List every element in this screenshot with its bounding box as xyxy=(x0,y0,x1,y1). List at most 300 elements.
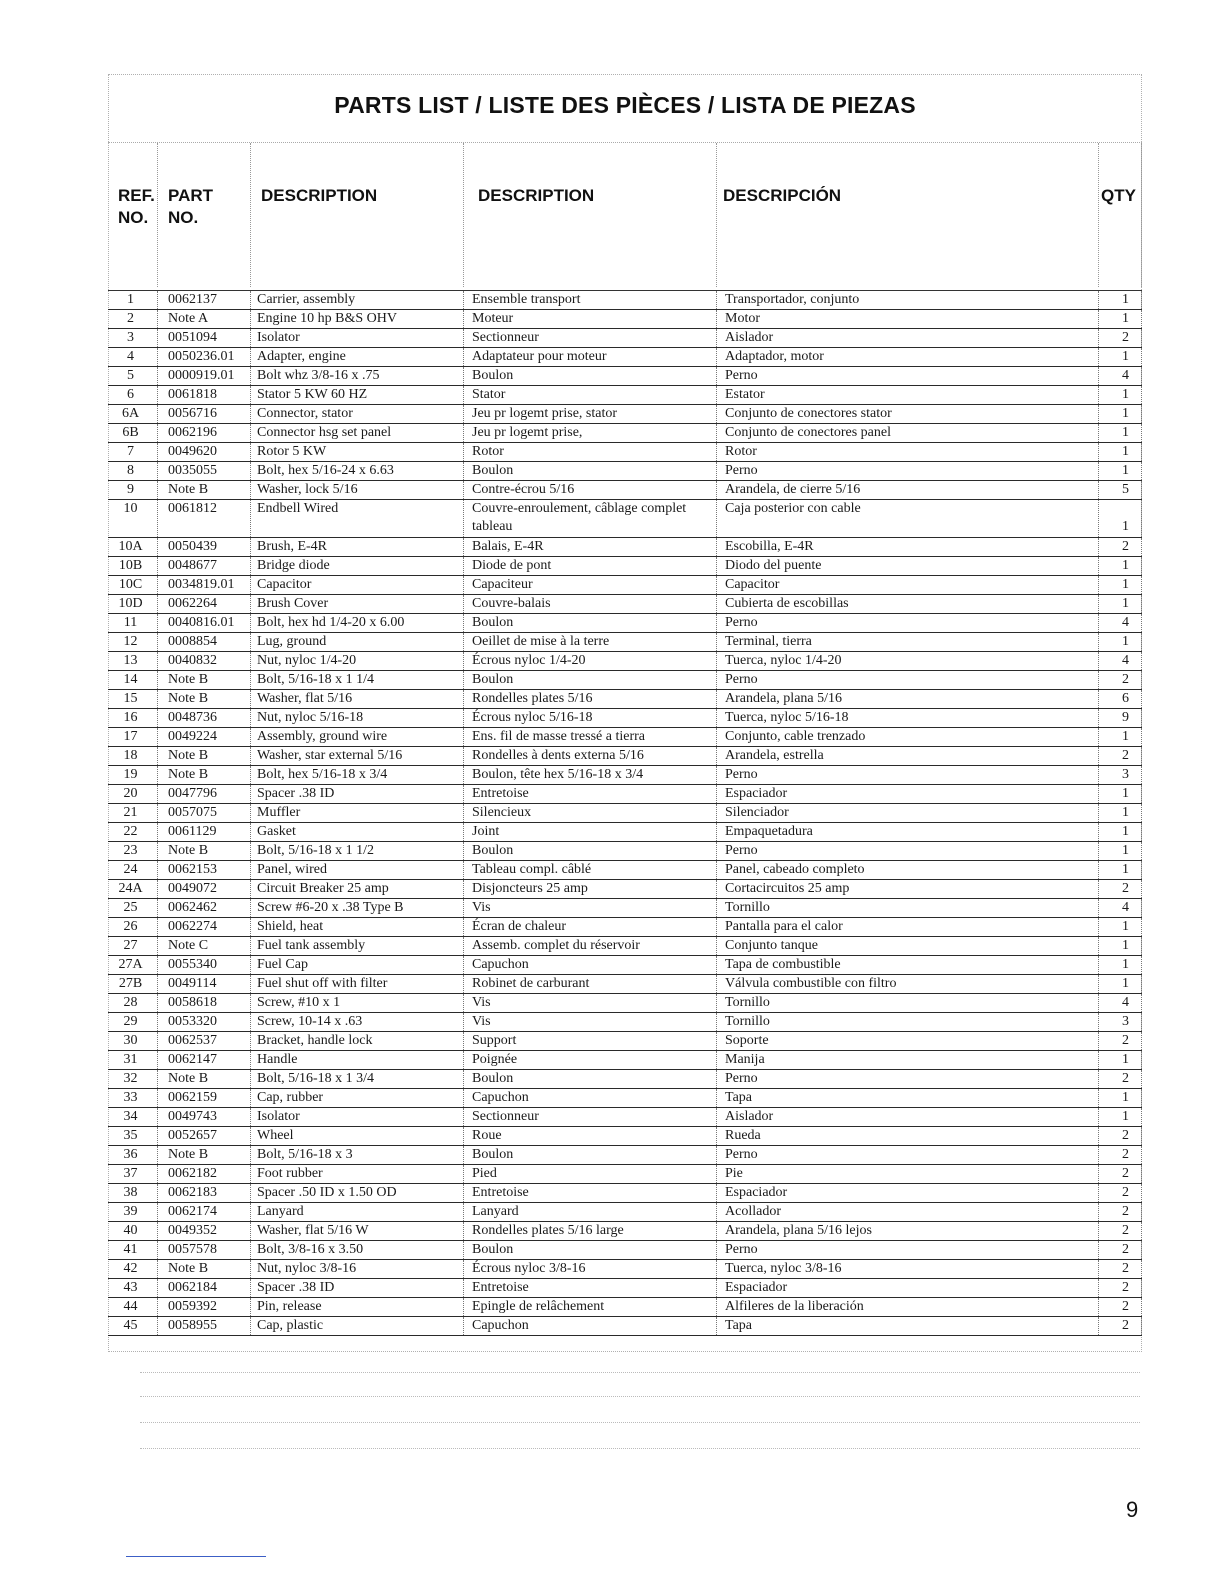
description-fr-cell: Rondelles plates 5/16 large xyxy=(464,1222,717,1240)
description-fr-cell: Assemb. complet du réservoir xyxy=(464,937,717,955)
description-es-cell: Espaciador xyxy=(717,1184,1099,1202)
description-fr-text: Couvre-enroulement, câblage complet tableau xyxy=(472,501,687,534)
qty-cell: 1 xyxy=(1099,500,1142,537)
description-fr-cell: Boulon xyxy=(464,1146,717,1164)
qty-cell: 2 xyxy=(1099,1070,1142,1088)
qty-cell: 2 xyxy=(1099,1165,1142,1183)
description-fr-cell: Écrous nyloc 1/4-20 xyxy=(464,652,717,670)
description-en-cell: Handle xyxy=(251,1051,464,1069)
part-no-cell: 0040816.01 xyxy=(158,614,251,632)
description-fr-cell: Silencieux xyxy=(464,804,717,822)
ref-no-cell: 6 xyxy=(108,386,158,404)
description-es-cell: Caja posterior con cable xyxy=(717,500,1099,537)
part-no-cell: 0050439 xyxy=(158,538,251,556)
part-no-cell: Note A xyxy=(158,310,251,328)
description-en-cell: Screw, 10-14 x .63 xyxy=(251,1013,464,1031)
description-es-cell: Conjunto de conectores panel xyxy=(717,424,1099,442)
description-es-cell: Silenciador xyxy=(717,804,1099,822)
ref-no-cell: 34 xyxy=(108,1108,158,1126)
table-row xyxy=(108,367,1142,386)
part-no-cell: 0047796 xyxy=(158,785,251,803)
description-es-cell: Capacitor xyxy=(717,576,1099,594)
qty-cell: 2 xyxy=(1099,538,1142,556)
description-es-cell: Tornillo xyxy=(717,899,1099,917)
ref-no-cell: 15 xyxy=(108,690,158,708)
qty-cell: 1 xyxy=(1099,937,1142,955)
description-es-cell: Perno xyxy=(717,1070,1099,1088)
description-fr-cell: Rondelles plates 5/16 xyxy=(464,690,717,708)
description-fr-cell: Oeillet de mise à la terre xyxy=(464,633,717,651)
ref-no-cell: 13 xyxy=(108,652,158,670)
part-no-cell: 0056716 xyxy=(158,405,251,423)
description-es-cell: Conjunto de conectores stator xyxy=(717,405,1099,423)
part-no-cell: Note B xyxy=(158,1070,251,1088)
description-en-cell: Lug, ground xyxy=(251,633,464,651)
description-en-cell: Bolt, 5/16-18 x 3 xyxy=(251,1146,464,1164)
ref-no-cell: 31 xyxy=(108,1051,158,1069)
description-fr-cell: Écrous nyloc 5/16-18 xyxy=(464,709,717,727)
qty-cell: 2 xyxy=(1099,1298,1142,1316)
description-en-cell: Washer, lock 5/16 xyxy=(251,481,464,499)
qty-cell: 4 xyxy=(1099,899,1142,917)
description-fr-cell: Écrous nyloc 3/8-16 xyxy=(464,1260,717,1278)
ref-no-cell: 27A xyxy=(108,956,158,974)
description-es-cell: Perno xyxy=(717,367,1099,385)
table-row xyxy=(108,1203,1142,1222)
description-es-cell: Acollador xyxy=(717,1203,1099,1221)
table-row xyxy=(108,291,1142,310)
table-row xyxy=(108,1260,1142,1279)
header-description-es: DESCRIPCIÓN xyxy=(717,143,1099,287)
table-row xyxy=(108,937,1142,956)
description-en-cell: Muffler xyxy=(251,804,464,822)
description-en-cell: Foot rubber xyxy=(251,1165,464,1183)
table-row xyxy=(108,899,1142,918)
table-row xyxy=(108,766,1142,785)
description-fr-cell: Roue xyxy=(464,1127,717,1145)
description-es-cell: Tornillo xyxy=(717,994,1099,1012)
table-row xyxy=(108,652,1142,671)
description-es-cell: Perno xyxy=(717,1146,1099,1164)
description-en-cell: Bolt, 5/16-18 x 1 1/4 xyxy=(251,671,464,689)
description-en-cell: Washer, flat 5/16 xyxy=(251,690,464,708)
part-no-cell: Note B xyxy=(158,690,251,708)
table-row xyxy=(108,576,1142,595)
ref-no-cell: 40 xyxy=(108,1222,158,1240)
description-en-cell: Assembly, ground wire xyxy=(251,728,464,746)
table-row xyxy=(108,956,1142,975)
qty-cell: 1 xyxy=(1099,956,1142,974)
table-row xyxy=(108,462,1142,481)
part-no-cell: 0008854 xyxy=(158,633,251,651)
table-row xyxy=(108,1241,1142,1260)
description-es-cell: Perno xyxy=(717,842,1099,860)
description-es-cell: Conjunto, cable trenzado xyxy=(717,728,1099,746)
qty-cell: 1 xyxy=(1099,310,1142,328)
description-en-cell: Engine 10 hp B&S OHV xyxy=(251,310,464,328)
description-fr-cell: Disjoncteurs 25 amp xyxy=(464,880,717,898)
qty-cell: 2 xyxy=(1099,1146,1142,1164)
ref-no-cell: 11 xyxy=(108,614,158,632)
table-row xyxy=(108,595,1142,614)
table-row xyxy=(108,1165,1142,1184)
table-row xyxy=(108,405,1142,424)
ref-no-cell: 16 xyxy=(108,709,158,727)
ref-no-cell: 19 xyxy=(108,766,158,784)
description-en-cell: Spacer .38 ID xyxy=(251,1279,464,1297)
description-es-cell: Manija xyxy=(717,1051,1099,1069)
part-no-cell: Note B xyxy=(158,1146,251,1164)
description-en-cell: Spacer .38 ID xyxy=(251,785,464,803)
ref-no-cell: 43 xyxy=(108,1279,158,1297)
qty-cell: 4 xyxy=(1099,652,1142,670)
qty-cell: 1 xyxy=(1099,443,1142,461)
description-fr-cell: Écran de chaleur xyxy=(464,918,717,936)
qty-cell: 2 xyxy=(1099,1260,1142,1278)
part-no-cell: 0049620 xyxy=(158,443,251,461)
ref-no-cell: 1 xyxy=(108,291,158,309)
description-fr-cell: Entretoise xyxy=(464,785,717,803)
part-no-cell: 0049352 xyxy=(158,1222,251,1240)
qty-cell: 1 xyxy=(1099,424,1142,442)
table-row xyxy=(108,1032,1142,1051)
description-fr-cell: Boulon xyxy=(464,462,717,480)
page-number: 9 xyxy=(1126,1497,1139,1522)
qty-cell: 2 xyxy=(1099,1127,1142,1145)
table-row xyxy=(108,614,1142,633)
part-no-cell: 0048736 xyxy=(158,709,251,727)
description-fr-cell: Adaptateur pour moteur xyxy=(464,348,717,366)
qty-cell: 2 xyxy=(1099,329,1142,347)
description-es-cell: Pantalla para el calor xyxy=(717,918,1099,936)
qty-cell: 4 xyxy=(1099,614,1142,632)
ref-no-cell: 4 xyxy=(108,348,158,366)
ref-no-cell: 18 xyxy=(108,747,158,765)
qty-cell: 1 xyxy=(1099,804,1142,822)
description-fr-cell: Vis xyxy=(464,899,717,917)
ref-no-cell: 25 xyxy=(108,899,158,917)
qty-cell: 5 xyxy=(1099,481,1142,499)
table-row xyxy=(108,747,1142,766)
description-fr-cell: Ensemble transport xyxy=(464,291,717,309)
part-no-cell: 0057075 xyxy=(158,804,251,822)
part-no-cell: 0062147 xyxy=(158,1051,251,1069)
part-no-cell: 0053320 xyxy=(158,1013,251,1031)
table-row xyxy=(108,918,1142,937)
ref-no-cell: 14 xyxy=(108,671,158,689)
part-no-cell: 0062184 xyxy=(158,1279,251,1297)
table-row xyxy=(108,842,1142,861)
description-en-cell: Bolt, hex 5/16-24 x 6.63 xyxy=(251,462,464,480)
part-no-cell: 0049224 xyxy=(158,728,251,746)
description-fr-cell: Rotor xyxy=(464,443,717,461)
description-fr-cell: Jeu pr logemt prise, stator xyxy=(464,405,717,423)
description-fr-cell: Entretoise xyxy=(464,1279,717,1297)
description-fr-cell: Jeu pr logemt prise, xyxy=(464,424,717,442)
part-no-cell: 0000919.01 xyxy=(158,367,251,385)
ref-no-cell: 30 xyxy=(108,1032,158,1050)
header-description-fr: DESCRIPTION xyxy=(464,143,717,287)
qty-cell: 1 xyxy=(1099,557,1142,575)
description-en-cell: Capacitor xyxy=(251,576,464,594)
description-es-cell: Arandela, estrella xyxy=(717,747,1099,765)
ref-no-cell: 24 xyxy=(108,861,158,879)
table-row xyxy=(108,443,1142,462)
ref-no-cell: 45 xyxy=(108,1317,158,1335)
part-no-cell: 0048677 xyxy=(158,557,251,575)
description-en-cell: Fuel tank assembly xyxy=(251,937,464,955)
ref-no-cell: 41 xyxy=(108,1241,158,1259)
description-fr-cell: Epingle de relâchement xyxy=(464,1298,717,1316)
part-no-cell: 0040832 xyxy=(158,652,251,670)
description-en-cell: Bolt, 5/16-18 x 1 1/2 xyxy=(251,842,464,860)
table-row xyxy=(108,481,1142,500)
description-en-cell: Isolator xyxy=(251,1108,464,1126)
description-en-cell: Carrier, assembly xyxy=(251,291,464,309)
part-no-cell: 0062153 xyxy=(158,861,251,879)
part-no-cell: 0061812 xyxy=(158,500,251,537)
part-no-cell: 0062137 xyxy=(158,291,251,309)
table-row xyxy=(108,1051,1142,1070)
description-es-cell: Perno xyxy=(717,614,1099,632)
ref-no-cell: 22 xyxy=(108,823,158,841)
qty-cell: 2 xyxy=(1099,880,1142,898)
header-part-no: PART NO. xyxy=(158,143,251,287)
part-no-cell: 0034819.01 xyxy=(158,576,251,594)
part-no-cell: 0061818 xyxy=(158,386,251,404)
qty-cell: 1 xyxy=(1099,842,1142,860)
part-no-cell: 0058955 xyxy=(158,1317,251,1335)
part-no-cell: 0062159 xyxy=(158,1089,251,1107)
part-no-cell: 0062462 xyxy=(158,899,251,917)
description-fr-cell: Rondelles à dents externa 5/16 xyxy=(464,747,717,765)
qty-cell: 2 xyxy=(1099,1222,1142,1240)
ref-no-cell: 28 xyxy=(108,994,158,1012)
description-en-cell: Connector, stator xyxy=(251,405,464,423)
table-row xyxy=(108,994,1142,1013)
description-es-cell: Perno xyxy=(717,766,1099,784)
description-fr-cell xyxy=(464,500,717,537)
part-no-cell: Note B xyxy=(158,1260,251,1278)
ref-no-cell: 17 xyxy=(108,728,158,746)
dotted-rule xyxy=(140,1372,1140,1373)
ref-no-cell: 6B xyxy=(108,424,158,442)
ref-no-cell: 6A xyxy=(108,405,158,423)
ref-no-cell: 24A xyxy=(108,880,158,898)
qty-cell: 2 xyxy=(1099,747,1142,765)
qty-cell: 1 xyxy=(1099,633,1142,651)
description-fr-cell: Boulon xyxy=(464,842,717,860)
description-es-cell: Motor xyxy=(717,310,1099,328)
ref-no-cell: 33 xyxy=(108,1089,158,1107)
ref-no-cell: 9 xyxy=(108,481,158,499)
part-no-cell: 0057578 xyxy=(158,1241,251,1259)
description-es-cell: Tapa xyxy=(717,1317,1099,1335)
description-en-cell: Screw, #10 x 1 xyxy=(251,994,464,1012)
ref-no-cell: 7 xyxy=(108,443,158,461)
part-no-cell: Note B xyxy=(158,671,251,689)
qty-cell: 3 xyxy=(1099,1013,1142,1031)
description-es-cell: Estator xyxy=(717,386,1099,404)
qty-cell: 4 xyxy=(1099,994,1142,1012)
part-no-cell: 0062182 xyxy=(158,1165,251,1183)
qty-cell: 1 xyxy=(1099,405,1142,423)
description-fr-cell: Vis xyxy=(464,1013,717,1031)
table-row xyxy=(108,310,1142,329)
description-fr-cell: Poignée xyxy=(464,1051,717,1069)
description-es-cell: Arandela, plana 5/16 xyxy=(717,690,1099,708)
ref-no-cell: 38 xyxy=(108,1184,158,1202)
description-en-cell: Bracket, handle lock xyxy=(251,1032,464,1050)
table-header xyxy=(108,143,1142,287)
description-es-cell: Tapa de combustible xyxy=(717,956,1099,974)
qty-cell: 2 xyxy=(1099,1203,1142,1221)
description-en-cell: Brush Cover xyxy=(251,595,464,613)
table-row xyxy=(108,861,1142,880)
description-en-cell: Washer, star external 5/16 xyxy=(251,747,464,765)
part-no-cell: Note B xyxy=(158,747,251,765)
ref-no-cell: 3 xyxy=(108,329,158,347)
ref-no-cell: 36 xyxy=(108,1146,158,1164)
ref-no-cell: 5 xyxy=(108,367,158,385)
description-fr-cell: Sectionneur xyxy=(464,329,717,347)
description-es-cell: Espaciador xyxy=(717,1279,1099,1297)
description-fr-cell: Boulon xyxy=(464,367,717,385)
part-no-cell: 0049743 xyxy=(158,1108,251,1126)
description-fr-cell: Stator xyxy=(464,386,717,404)
qty-cell: 1 xyxy=(1099,785,1142,803)
footer-line xyxy=(126,1556,266,1557)
table-row xyxy=(108,1127,1142,1146)
description-es-cell: Tapa xyxy=(717,1089,1099,1107)
qty-cell: 9 xyxy=(1099,709,1142,727)
part-no-cell: 0062196 xyxy=(158,424,251,442)
ref-no-cell: 26 xyxy=(108,918,158,936)
qty-cell: 4 xyxy=(1099,367,1142,385)
description-fr-cell: Boulon xyxy=(464,614,717,632)
qty-cell: 1 xyxy=(1099,975,1142,993)
description-es-cell: Diodo del puente xyxy=(717,557,1099,575)
description-es-cell: Empaquetadura xyxy=(717,823,1099,841)
header-ref-no: REF. NO. xyxy=(108,143,158,287)
description-es-cell: Espaciador xyxy=(717,785,1099,803)
page-title: PARTS LIST / LISTE DES PIÈCES / LISTA DE PIEZAS xyxy=(334,92,916,118)
description-es-cell: Tuerca, nyloc 1/4-20 xyxy=(717,652,1099,670)
table-row xyxy=(108,880,1142,899)
table-row xyxy=(108,728,1142,747)
qty-cell: 1 xyxy=(1099,462,1142,480)
qty-cell: 1 xyxy=(1099,861,1142,879)
part-no-cell: Note B xyxy=(158,481,251,499)
qty-cell: 2 xyxy=(1099,671,1142,689)
qty-cell: 1 xyxy=(1099,918,1142,936)
parts-table-body xyxy=(108,290,1142,1336)
description-en-cell: Gasket xyxy=(251,823,464,841)
table-row xyxy=(108,348,1142,367)
description-fr-cell: Boulon xyxy=(464,1241,717,1259)
description-en-cell: Lanyard xyxy=(251,1203,464,1221)
table-row xyxy=(108,1279,1142,1298)
table-row xyxy=(108,329,1142,348)
ref-no-cell: 42 xyxy=(108,1260,158,1278)
table-row xyxy=(108,633,1142,652)
description-en-cell: Nut, nyloc 5/16-18 xyxy=(251,709,464,727)
description-es-cell: Panel, cabeado completo xyxy=(717,861,1099,879)
description-es-cell: Perno xyxy=(717,671,1099,689)
description-en-cell: Bolt whz 3/8-16 x .75 xyxy=(251,367,464,385)
ref-no-cell: 32 xyxy=(108,1070,158,1088)
dotted-rule xyxy=(140,1422,1140,1423)
description-en-cell: Nut, nyloc 3/8-16 xyxy=(251,1260,464,1278)
table-row xyxy=(108,671,1142,690)
table-row xyxy=(108,1184,1142,1203)
description-en-cell: Shield, heat xyxy=(251,918,464,936)
part-no-cell: 0049114 xyxy=(158,975,251,993)
qty-cell: 2 xyxy=(1099,1241,1142,1259)
description-en-cell: Wheel xyxy=(251,1127,464,1145)
part-no-cell: 0050236.01 xyxy=(158,348,251,366)
description-fr-cell: Support xyxy=(464,1032,717,1050)
table-row xyxy=(108,557,1142,576)
description-es-cell: Perno xyxy=(717,462,1099,480)
description-en-cell: Fuel shut off with filter xyxy=(251,975,464,993)
description-en-cell: Endbell Wired xyxy=(251,500,464,537)
description-en-cell: Brush, E-4R xyxy=(251,538,464,556)
description-en-cell: Fuel Cap xyxy=(251,956,464,974)
ref-no-cell: 44 xyxy=(108,1298,158,1316)
ref-no-cell: 20 xyxy=(108,785,158,803)
description-fr-cell: Contre-écrou 5/16 xyxy=(464,481,717,499)
part-no-cell: 0062183 xyxy=(158,1184,251,1202)
qty-cell: 1 xyxy=(1099,386,1142,404)
description-en-cell: Washer, flat 5/16 W xyxy=(251,1222,464,1240)
description-fr-cell: Pied xyxy=(464,1165,717,1183)
table-row xyxy=(108,1089,1142,1108)
qty-cell: 2 xyxy=(1099,1184,1142,1202)
qty-cell: 1 xyxy=(1099,1089,1142,1107)
table-row xyxy=(108,690,1142,709)
description-fr-cell: Joint xyxy=(464,823,717,841)
description-es-cell: Válvula combustible con filtro xyxy=(717,975,1099,993)
description-es-cell: Cortacircuitos 25 amp xyxy=(717,880,1099,898)
description-fr-cell: Ens. fil de masse tressé a tierra xyxy=(464,728,717,746)
ref-no-cell: 2 xyxy=(108,310,158,328)
description-fr-cell: Capuchon xyxy=(464,1089,717,1107)
table-row xyxy=(108,823,1142,842)
part-no-cell: Note C xyxy=(158,937,251,955)
table-row xyxy=(108,1108,1142,1127)
dotted-rule xyxy=(140,1396,1140,1397)
description-en-cell: Spacer .50 ID x 1.50 OD xyxy=(251,1184,464,1202)
description-en-cell: Adapter, engine xyxy=(251,348,464,366)
ref-no-cell: 27 xyxy=(108,937,158,955)
description-en-cell: Panel, wired xyxy=(251,861,464,879)
description-en-cell: Cap, rubber xyxy=(251,1089,464,1107)
header-description-en: DESCRIPTION xyxy=(251,143,464,287)
ref-no-cell: 21 xyxy=(108,804,158,822)
description-en-cell: Pin, release xyxy=(251,1298,464,1316)
description-es-cell: Tornillo xyxy=(717,1013,1099,1031)
qty-cell: 2 xyxy=(1099,1279,1142,1297)
part-no-cell: 0062174 xyxy=(158,1203,251,1221)
ref-no-cell: 10C xyxy=(108,576,158,594)
description-es-cell: Aislador xyxy=(717,329,1099,347)
description-fr-cell: Boulon xyxy=(464,671,717,689)
header-qty: QTY xyxy=(1099,143,1142,287)
part-no-cell: 0062264 xyxy=(158,595,251,613)
description-en-cell: Circuit Breaker 25 amp xyxy=(251,880,464,898)
description-en-cell: Bolt, hex hd 1/4-20 x 6.00 xyxy=(251,614,464,632)
